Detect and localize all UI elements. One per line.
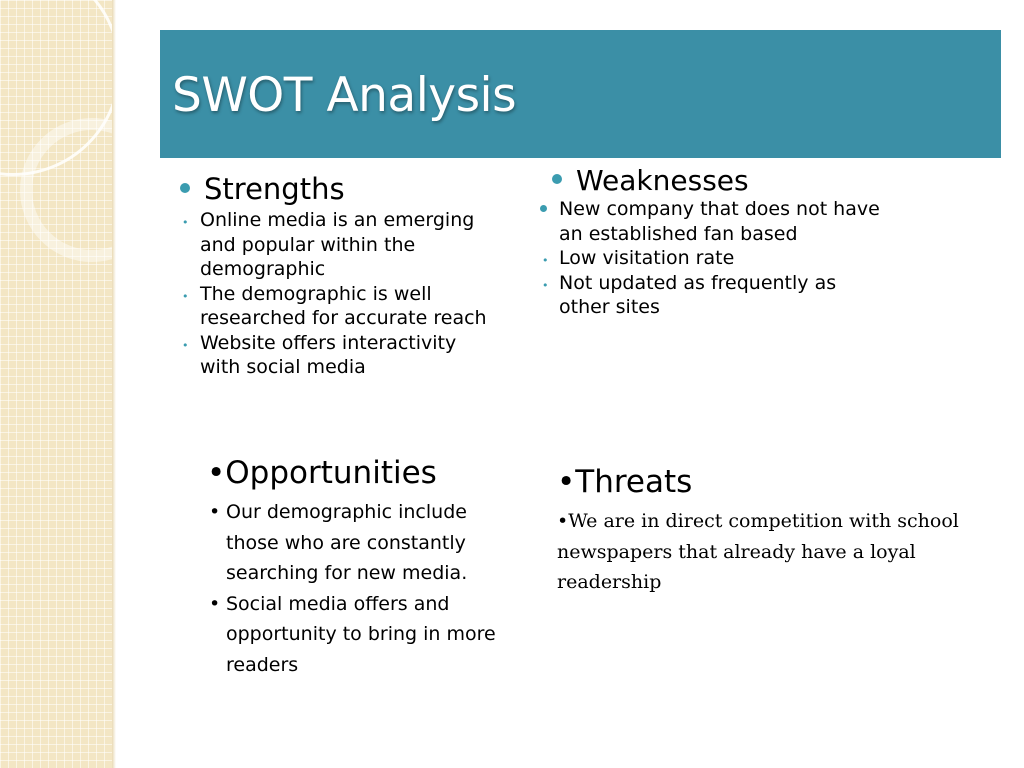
threats-section [557,464,977,598]
list-item [180,331,500,380]
bullet-icon [180,183,190,193]
list-item-text: Website offers interactivity with social media [200,331,457,378]
list-item-text: Online media is an emerging and popular within the demographic [200,209,475,280]
bullet-icon: • [542,278,549,292]
strengths-section [180,172,500,380]
strengths-heading: Strengths [204,172,345,206]
bullet-icon: • [182,216,189,229]
list-item-text: The demographic is well researched for accurate reach [200,282,487,329]
list-item [540,246,880,271]
threats-body: •We are in direct competition with school newspapers that already have a loyal readership [557,510,959,593]
list-item [180,282,500,331]
bullet-icon: • [182,338,189,352]
list-item-text: Not updated as frequently as other sites [559,271,837,318]
opportunities-heading: •Opportunities [207,455,437,491]
list-item [180,208,500,282]
list-item-text: New company that does not have an established fan based [559,198,880,245]
opportunities-list [207,497,507,680]
bullet-icon: • [182,289,189,303]
weaknesses-heading-row [540,164,880,197]
list-item-text: Low visitation rate [559,247,735,269]
bullet-icon: • [209,501,221,523]
strengths-list [180,208,500,380]
weaknesses-heading: Weaknesses [576,164,749,197]
bullet-icon: • [542,254,549,267]
weaknesses-section [540,164,880,320]
decorative-sidebar [0,0,112,768]
sidebar-edge [112,0,116,768]
bullet-icon: • [209,592,221,615]
list-item-text: Social media offers and opportunity to bring in more readers [226,592,496,676]
title-bar [160,30,1001,158]
threats-heading: •Threats [557,464,693,500]
list-item [207,497,507,589]
bullet-icon [552,174,562,184]
weaknesses-list [540,197,880,320]
opportunities-section [207,455,507,680]
bullet-icon [540,205,547,212]
list-item-text: Our demographic include those who are constantly searching for new media. [226,501,468,584]
strengths-heading-row [180,172,500,206]
slide-title: SWOT Analysis [172,68,517,123]
list-item [540,197,880,246]
list-item [540,271,880,320]
list-item [207,589,507,681]
